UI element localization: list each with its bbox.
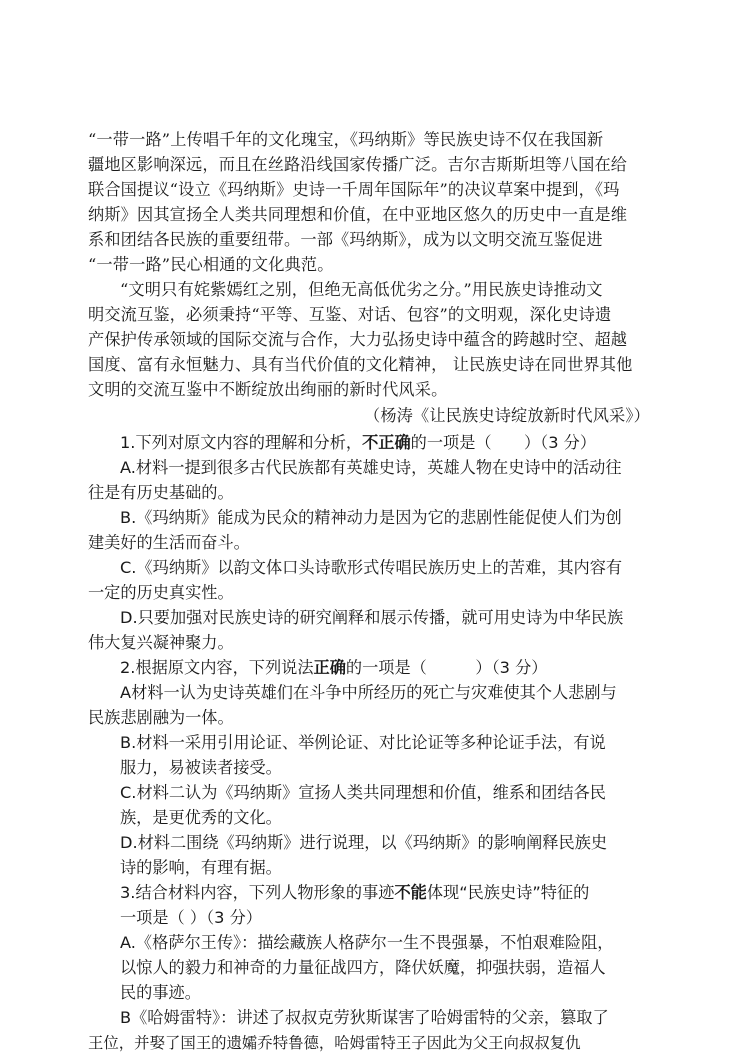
option-c: C.材料二认为《玛纳斯》宣扬人类共同理想和价值，维系和团结各民: [120, 783, 606, 802]
option-b: B.《玛纳斯》能成为民众的精神动力是因为它的悲剧性能促使人们为创: [120, 508, 622, 527]
passage-source: （杨涛《让民族史诗绽放新时代风采》）: [364, 406, 650, 425]
emphasis-keyword: 不正确: [362, 433, 411, 452]
passage-line: 产保护传承领域的国际交流与合作，大力弘扬史诗中蕴含的跨越时空、超越: [88, 330, 628, 349]
question-stem: 1.下列对原文内容的理解和分析，不正确的一项是（ ）（3 分）: [120, 433, 597, 452]
option-b-cont: 王位，并娶了国王的遗孀乔特鲁德，哈姆雷特王子因此为父王向叔叔复仇: [88, 1034, 581, 1052]
passage-line: 疆地区影响深远，而且在丝路沿线国家传播广泛。吉尔吉斯斯坦等八国在给: [88, 155, 628, 174]
option-a-cont: 以惊人的毅力和神奇的力量征战四方，降伏妖魔，抑强扶弱，造福人: [120, 958, 606, 977]
question-stem: 2.根据原文内容，下列说法正确的一项是（ ）（3 分）: [120, 658, 548, 677]
option-d: D.材料二围绕《玛纳斯》进行说理，以《玛纳斯》的影响阐释民族史: [120, 833, 608, 852]
option-a: A.材料一提到很多古代民族都有英雄史诗，英雄人物在史诗中的活动往: [120, 458, 622, 477]
question-stem-cont: 一项是（ ）（3 分）: [120, 908, 262, 927]
option-b: B.材料一采用引用论证、举例论证、对比论证等多种论证手法，有说: [120, 733, 606, 752]
passage-line: 国度、富有永恒魅力、具有当代价值的文化精神， 让民族史诗在同世界其他: [88, 355, 633, 374]
emphasis-keyword: 不能: [394, 883, 427, 902]
passage-line: “一带一路”民心相通的文化典范。: [88, 255, 334, 274]
option-a-cont: 往是有历史基础的。: [88, 483, 234, 502]
option-d-cont: 伟大复兴凝神聚力。: [88, 633, 234, 652]
emphasis-keyword: 正确: [313, 658, 346, 677]
passage-line: “文明只有姹紫嫣红之别，但绝无高低优劣之分。”用民族史诗推动文: [120, 280, 603, 299]
option-c-cont: 族，是更优秀的文化。: [120, 808, 282, 827]
option-c: C.《玛纳斯》以韵文体口头诗歌形式传唱民族历史上的苦难，其内容有: [120, 558, 623, 577]
option-d-cont: 诗的影响，有理有据。: [120, 858, 282, 877]
passage-line: 文明的交流互鉴中不断绽放出绚丽的新时代风采。: [88, 380, 448, 399]
option-a-cont: 民的事迹。: [120, 983, 201, 1002]
option-a-cont: 民族悲剧融为一体。: [88, 708, 234, 727]
option-d: D.只要加强对民族史诗的研究阐释和展示传播，就可用史诗为中华民族: [120, 608, 624, 627]
passage-line: 系和团结各民族的重要纽带。一部《玛纳斯》，成为以文明交流互鉴促进: [88, 230, 603, 249]
option-b: B《哈姆雷特》：讲述了叔叔克劳狄斯谋害了哈姆雷特的父亲，篡取了: [120, 1008, 609, 1027]
option-c-cont: 一定的历史真实性。: [88, 583, 234, 602]
passage-line: 联合国提议“设立《玛纳斯》史诗一千周年国际年”的决议草案中提到，《玛: [88, 180, 620, 199]
option-b-cont: 服力，易被读者接受。: [120, 758, 282, 777]
question-stem: 3.结合材料内容，下列人物形象的事迹不能体现“民族史诗”特征的: [120, 883, 590, 902]
passage-line: 明交流互鉴，必须秉持“平等、互鉴、对话、包容”的文明观，深化史诗遗: [88, 305, 612, 324]
option-a: A材料一认为史诗英雄们在斗争中所经历的死亡与灾难使其个人悲剧与: [120, 683, 617, 702]
option-b-cont: 建美好的生活而奋斗。: [88, 533, 250, 552]
option-a: A.《格萨尔王传》：描绘藏族人格萨尔一生不畏强暴，不怕艰难险阻，: [120, 933, 614, 952]
passage-line: 纳斯》因其宣扬全人类共同理想和价值，在中亚地区悠久的历史中一直是维: [88, 205, 628, 224]
passage-line: “一带一路”上传唱千年的文化瑰宝，《玛纳斯》等民族史诗不仅在我国新: [88, 130, 604, 149]
